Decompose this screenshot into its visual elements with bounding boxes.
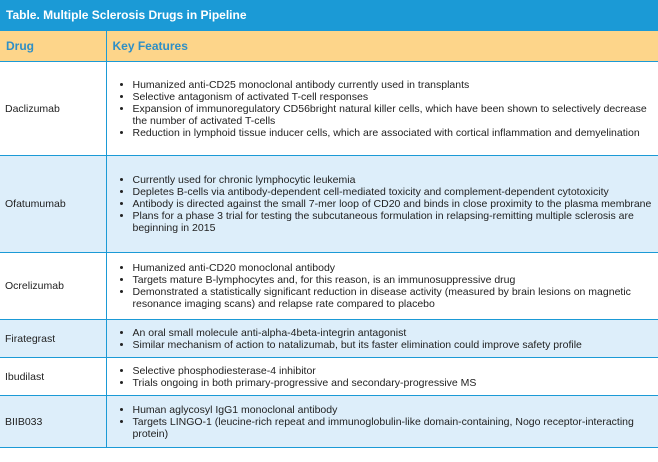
feature-list — [107, 404, 655, 440]
table-title: Table. Multiple Sclerosis Drugs in Pipeline — [0, 0, 658, 30]
drug-name: Ocrelizumab — [0, 253, 106, 320]
features-column-header: Key Features — [106, 31, 658, 62]
drug-name: Ibudilast — [0, 358, 106, 396]
table-row — [0, 62, 658, 156]
feature-list — [107, 174, 655, 234]
feature-item: • Humanized anti-CD20 monoclonal antibody — [133, 262, 655, 274]
feature-item: • Human aglycosyl IgG1 monoclonal antibody — [133, 404, 655, 416]
table-row — [0, 358, 658, 396]
drug-name: Ofatumumab — [0, 156, 106, 253]
drug-name: Daclizumab — [0, 62, 106, 156]
table-row — [0, 320, 658, 358]
feature-item: • Demonstrated a statistically significant reduction in disease activity (measured by brain lesions on magnetic resonance imaging scans) and relapse rate compared to placebo — [133, 286, 655, 310]
key-features — [106, 396, 658, 448]
feature-item: • An oral small molecule anti-alpha-4beta-integrin antagonist — [133, 327, 655, 339]
feature-item: • Plans for a phase 3 trial for testing the subcutaneous formulation in relapsing-remitting multiple sclerosis are beginning in 2015 — [133, 210, 655, 234]
table-body — [0, 62, 658, 448]
key-features — [106, 62, 658, 156]
table-row — [0, 396, 658, 448]
drug-column-header: Drug — [0, 31, 106, 62]
feature-list — [107, 262, 655, 310]
feature-item: • Reduction in lymphoid tissue inducer cells, which are associated with cortical inflammation and demyelination — [133, 127, 655, 139]
feature-item: • Humanized anti-CD25 monoclonal antibody currently used in transplants — [133, 79, 655, 91]
feature-item: • Trials ongoing in both primary-progressive and secondary-progressive MS — [133, 377, 655, 389]
feature-item: • Selective antagonism of activated T-cell responses — [133, 91, 655, 103]
feature-list — [107, 327, 655, 351]
key-features — [106, 358, 658, 396]
key-features — [106, 320, 658, 358]
feature-item: • Expansion of immunoregulatory CD56bright natural killer cells, which have been shown to selectively decrease the number of activated T-cells — [133, 103, 655, 127]
feature-item: • Selective phosphodiesterase-4 inhibitor — [133, 365, 655, 377]
feature-list — [107, 365, 655, 389]
table-row — [0, 156, 658, 253]
feature-item: • Targets LINGO-1 (leucine-rich repeat and immunoglobulin-like domain-containing, Nogo receptor-interacting protein) — [133, 416, 655, 440]
key-features — [106, 156, 658, 253]
feature-item: • Antibody is directed against the small 7-mer loop of CD20 and binds in close proximity to the plasma membrane — [133, 198, 655, 210]
table-header-row — [0, 31, 658, 62]
feature-item: • Currently used for chronic lymphocytic leukemia — [133, 174, 655, 186]
drug-table — [0, 30, 658, 448]
drug-name: BIIB033 — [0, 396, 106, 448]
drug-name: Firategrast — [0, 320, 106, 358]
key-features — [106, 253, 658, 320]
feature-list — [107, 79, 655, 139]
feature-item: • Similar mechanism of action to natalizumab, but its faster elimination could improve safety profile — [133, 339, 655, 351]
table-row — [0, 253, 658, 320]
feature-item: • Targets mature B-lymphocytes and, for this reason, is an immunosuppressive drug — [133, 274, 655, 286]
feature-item: • Depletes B-cells via antibody-dependent cell-mediated toxicity and complement-dependent cytotoxicity — [133, 186, 655, 198]
